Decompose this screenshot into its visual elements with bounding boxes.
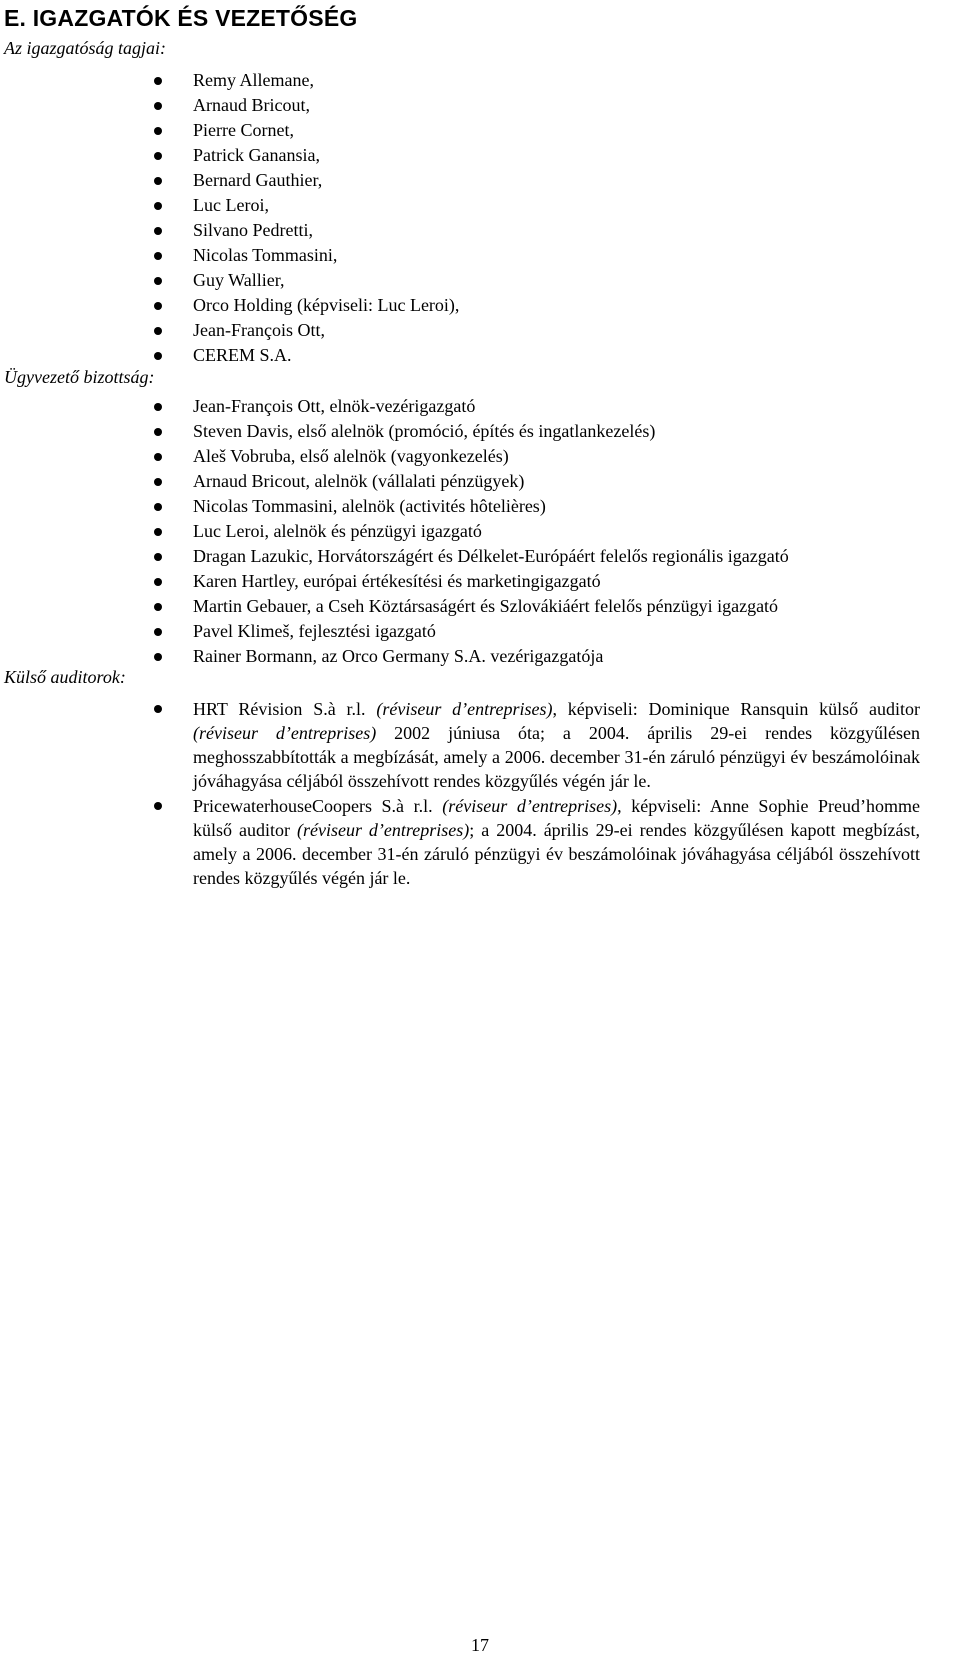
bullet-icon xyxy=(154,152,162,160)
list-item: Orco Holding (képviseli: Luc Leroi), xyxy=(0,293,459,318)
bullet-icon xyxy=(154,277,162,285)
bullet-icon xyxy=(154,227,162,235)
list-item: Steven Davis, első alelnök (promóció, építés és ingatlankezelés) xyxy=(0,419,789,444)
bullet-icon xyxy=(154,177,162,185)
bullet-icon xyxy=(154,302,162,310)
executive-committee-label: Ügyvezető bizottság: xyxy=(4,367,155,387)
list-item: Arnaud Bricout, alelnök (vállalati pénzügyek) xyxy=(0,469,789,494)
list-item: Karen Hartley, európai értékesítési és marketingigazgató xyxy=(0,569,789,594)
external-auditors-label: Külső auditorok: xyxy=(4,667,126,687)
list-item: Guy Wallier, xyxy=(0,268,459,293)
list-item: HRT Révision S.à r.l. (réviseur d’entreprises), képviseli: Dominique Ransquin külső auditor (réviseur d’entreprises) 2002 júniusa óta; a 2004. április 29-ei rendes közgyűlésen meghosszabbították a megbízását, amely a 2006. december 31-én záruló pénzügyi év beszámolóinak jóváhagyása céljából összehívott rendes közgyűlés végén jár le. xyxy=(0,697,920,793)
list-item: Nicolas Tommasini, alelnök (activités hôtelières) xyxy=(0,494,789,519)
bullet-icon xyxy=(154,428,162,436)
board-members-list xyxy=(0,68,459,368)
bullet-icon xyxy=(154,327,162,335)
bullet-icon xyxy=(154,453,162,461)
list-item: Luc Leroi, xyxy=(0,193,459,218)
list-item: Luc Leroi, alelnök és pénzügyi igazgató xyxy=(0,519,789,544)
bullet-icon xyxy=(154,77,162,85)
list-item: Nicolas Tommasini, xyxy=(0,243,459,268)
bullet-icon xyxy=(154,202,162,210)
list-item: CEREM S.A. xyxy=(0,343,459,368)
bullet-icon xyxy=(154,352,162,360)
list-item: PricewaterhouseCoopers S.à r.l. (réviseur d’entreprises), képviseli: Anne Sophie Preud’homme külső auditor (réviseur d’entreprises); a 2004. április 29-ei rendes közgyűlésen kapott megbízást, amely a 2006. december 31-én záruló pénzügyi év beszámolóinak jóváhagyása céljából összehívott rendes közgyűlés végén jár le. xyxy=(0,794,920,890)
list-item: Patrick Ganansia, xyxy=(0,143,459,168)
bullet-icon xyxy=(154,628,162,636)
list-item: Bernard Gauthier, xyxy=(0,168,459,193)
external-auditors-list xyxy=(0,697,920,891)
list-item: Dragan Lazukic, Horvátországért és Délkelet-Európáért felelős regionális igazgató xyxy=(0,544,789,569)
list-item: Aleš Vobruba, első alelnök (vagyonkezelés) xyxy=(0,444,789,469)
bullet-icon xyxy=(154,127,162,135)
bullet-icon xyxy=(154,578,162,586)
bullet-icon xyxy=(154,252,162,260)
bullet-icon xyxy=(154,705,162,713)
list-item: Arnaud Bricout, xyxy=(0,93,459,118)
list-item: Jean-François Ott, xyxy=(0,318,459,343)
section-heading: E. IGAZGATÓK ÉS VEZETŐSÉG xyxy=(4,5,358,31)
executive-committee-list xyxy=(0,394,789,669)
bullet-icon xyxy=(154,802,162,810)
bullet-icon xyxy=(154,653,162,661)
bullet-icon xyxy=(154,503,162,511)
bullet-icon xyxy=(154,102,162,110)
list-item: Remy Allemane, xyxy=(0,68,459,93)
bullet-icon xyxy=(154,528,162,536)
list-item: Pierre Cornet, xyxy=(0,118,459,143)
bullet-icon xyxy=(154,603,162,611)
list-item: Martin Gebauer, a Cseh Köztársaságért és Szlovákiáért felelős pénzügyi igazgató xyxy=(0,594,789,619)
list-item: Jean-François Ott, elnök-vezérigazgató xyxy=(0,394,789,419)
bullet-icon xyxy=(154,553,162,561)
list-item: Rainer Bormann, az Orco Germany S.A. vezérigazgatója xyxy=(0,644,789,669)
list-item: Pavel Klimeš, fejlesztési igazgató xyxy=(0,619,789,644)
bullet-icon xyxy=(154,478,162,486)
bullet-icon xyxy=(154,403,162,411)
list-item: Silvano Pedretti, xyxy=(0,218,459,243)
board-label: Az igazgatóság tagjai: xyxy=(4,38,167,58)
page-number: 17 xyxy=(471,1635,489,1655)
